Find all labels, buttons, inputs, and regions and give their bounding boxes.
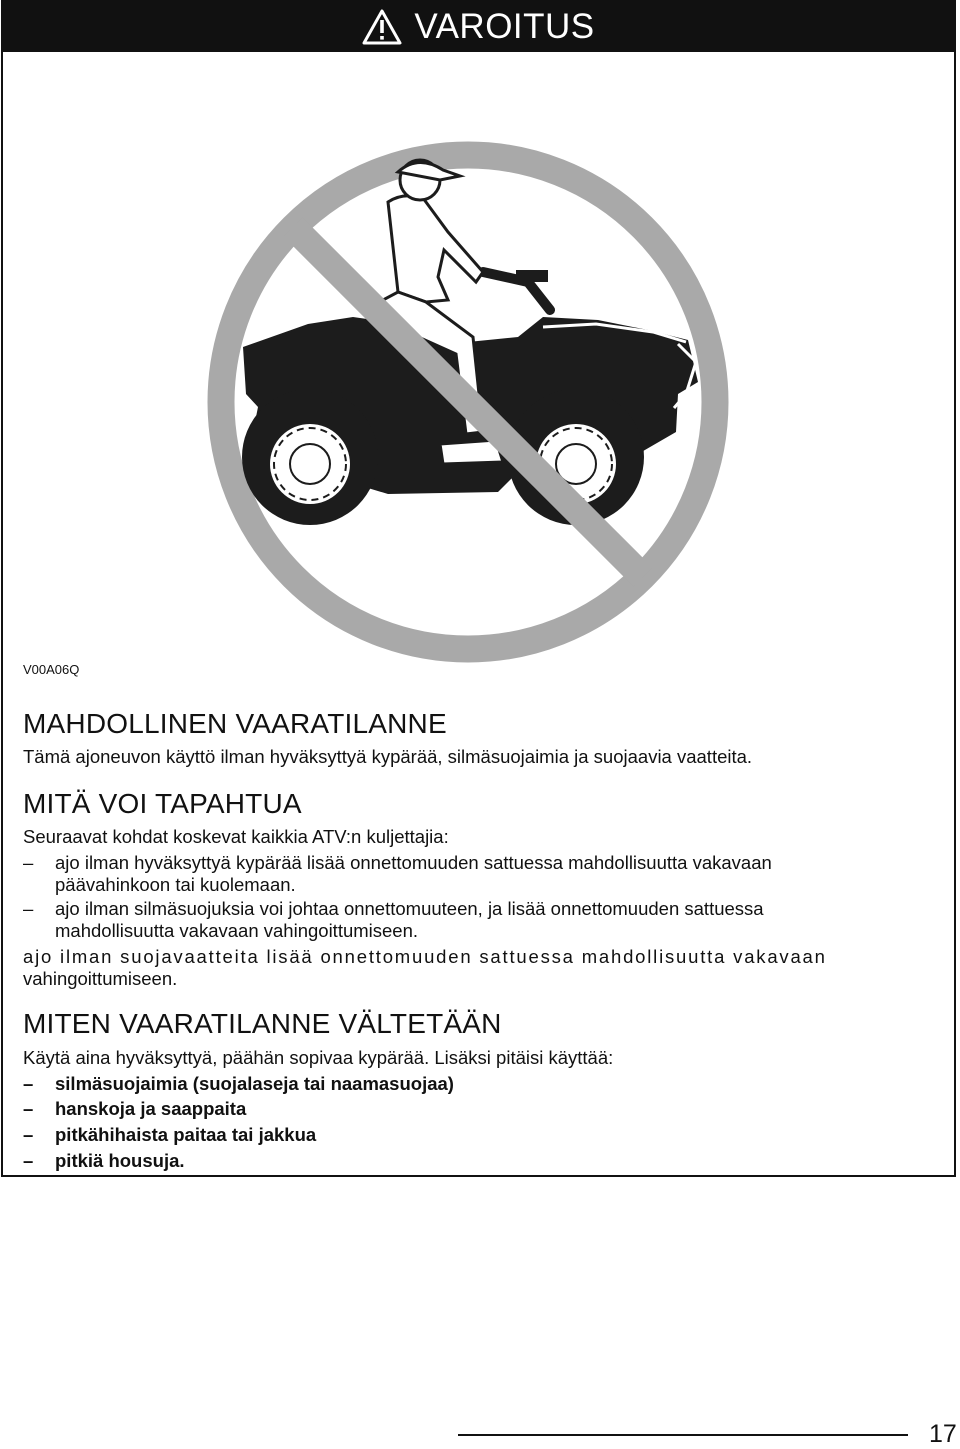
list-dash: – [23,1073,34,1094]
list-item [23,852,948,898]
list-dash: – [23,1124,34,1145]
consequences-extra [23,946,827,990]
list-dash: – [23,1098,34,1119]
hazard-text: Tämä ajoneuvon käyttö ilman hyväksyttyä kypärää, silmäsuojaimia ja suojaavia vaatteita. [23,746,753,767]
list-item [23,1098,948,1122]
list-item [23,898,948,944]
consequences-intro: Seuraavat kohdat koskevat kaikkia ATV:n kuljettajia: [23,826,449,847]
avoidance-heading: MITEN VAARATILANNE VÄLTETÄÄN [23,1008,502,1039]
avoidance-intro: Käytä aina hyväksyttyä, päähän sopivaa kypärää. Lisäksi pitäisi käyttää: [23,1047,614,1068]
warning-title: VAROITUS [414,7,595,46]
list-item-text: pitkähihaista paitaa tai jakkua [55,1124,317,1145]
consequences-extra-line: ajo ilman suojavaatteita lisää onnettomuuden sattuessa mahdollisuutta vakavaan [23,946,827,967]
figure-code: V00A06Q [23,662,80,677]
list-item-line: ajo ilman silmäsuojuksia voi johtaa onnettomuuteen, ja lisää onnettomuuden sattuessa [55,898,764,919]
warning-triangle-icon [362,9,402,45]
consequences-extra-line: vahingoittumiseen. [23,968,178,989]
page-number: 17 [929,1420,957,1448]
no-helmet-atv-rider-prohibition-icon [198,132,738,672]
list-item-text: pitkiä housuja. [55,1150,185,1171]
list-item-text: silmäsuojaimia (suojalaseja tai naamasuojaa) [55,1073,454,1094]
hazard-heading: MAHDOLLINEN VAARATILANNE [23,708,447,739]
warning-box [1,0,956,1177]
list-item-line: ajo ilman hyväksyttyä kypärää lisää onnettomuuden sattuessa mahdollisuutta vakavaan [55,852,772,873]
consequences-heading: MITÄ VOI TAPAHTUA [23,788,302,819]
list-dash: – [23,1150,34,1171]
list-item-line: päävahinkoon tai kuolemaan. [55,874,296,895]
list-dash: – [23,852,34,873]
list-item-text [55,898,948,942]
list-dash: – [23,898,34,919]
list-item-text [55,852,948,896]
footer-rule [458,1434,908,1436]
list-item [23,1124,948,1148]
warning-header [3,2,954,52]
list-item-line: mahdollisuutta vakavaan vahingoittumiseen. [55,920,419,941]
list-item [23,1150,948,1174]
list-item-text: hanskoja ja saappaita [55,1098,247,1119]
list-item [23,1073,948,1097]
